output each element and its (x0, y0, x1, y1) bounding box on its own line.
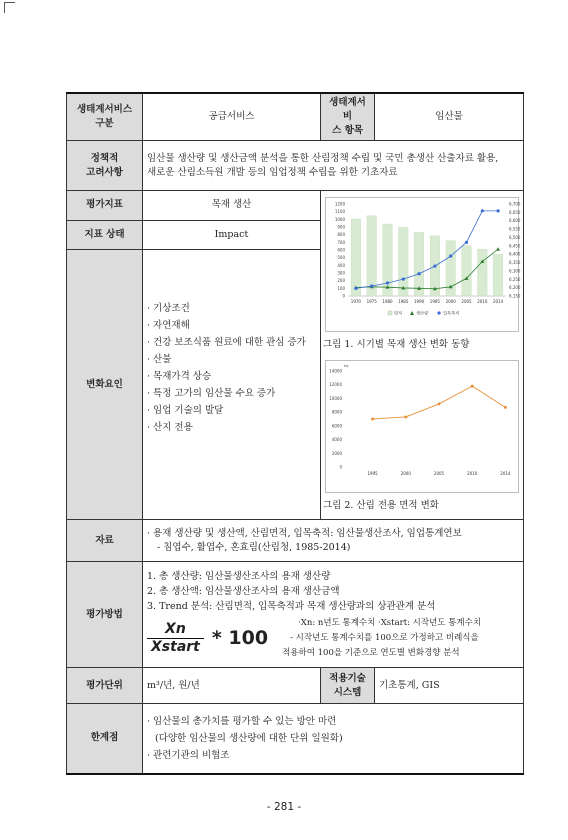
y-tick-label: 1000 (334, 216, 345, 222)
factor-item: · 산불 (147, 354, 172, 366)
change-factors-list (143, 250, 321, 520)
row-unit (67, 668, 524, 704)
tech-value: 기초통계, GIS (375, 668, 524, 704)
row-data (67, 520, 524, 562)
data-line: · 용재 생산량 및 생산액, 산림면적, 입목축적: 임산물생산조사, 임업통계연보 (147, 527, 462, 539)
y-tick-label: 0 (342, 293, 345, 299)
x-tick-label: 1995 (367, 471, 378, 476)
x-tick-label: 1980 (382, 299, 393, 304)
figure1-caption: 그림 1. 시기별 목재 생산 변화 동향 (323, 339, 470, 350)
point-stock (481, 209, 484, 212)
legend-swatch-stock (437, 311, 440, 314)
legend-swatch-area (388, 311, 392, 315)
x-tick-label: 2005 (461, 299, 472, 304)
y-tick-label: 2000 (331, 450, 342, 456)
y-tick-label: 4000 (331, 437, 342, 443)
y2-tick-label: 6,450 (509, 243, 521, 249)
y-tick-label: 14000 (329, 368, 342, 374)
point-stock (418, 272, 421, 275)
formula-note: - 시작년도 통계수치를 100으로 가정하고 비례식을 (290, 632, 479, 643)
crop-mark (4, 2, 15, 13)
x-tick-label: 2014 (500, 471, 511, 476)
factor-item: · 목재가격 상승 (147, 371, 212, 383)
legend-label: 면적 (394, 310, 403, 316)
service-category-label-line: 생태계서비스 (76, 104, 133, 115)
y-tick-label: 700 (337, 239, 345, 245)
point-stock (497, 209, 500, 212)
indicator-label: 평가지표 (67, 191, 143, 221)
policy-line: 임산물 생산량 및 생산금액 분석을 통한 산림정책 수립 및 국민 총생산 산출자료 활용, (147, 152, 499, 164)
unit-value: m³/년, 원/년 (143, 668, 321, 704)
formula-note: ·Xn: n년도 통계수치 ·Xstart: 시작년도 통계수치 (298, 617, 482, 628)
bar-area (493, 254, 502, 296)
y2-tick-label: 6,200 (509, 285, 521, 291)
factor-item: · 기상조건 (147, 303, 190, 315)
figure2-caption: 그림 2. 산림 전용 면적 변화 (323, 500, 439, 511)
bar-area (478, 249, 487, 296)
y-tick-label: 100 (337, 285, 345, 291)
data-point (438, 402, 441, 405)
tech-label-line: 적용기술 (329, 672, 366, 684)
formula-multiplier: * 100 (211, 626, 269, 649)
formula-notes (282, 616, 481, 661)
x-tick-label: 2010 (477, 299, 488, 304)
factor-item: · 건강 보조식품 원료에 대한 관심 증가 (147, 337, 306, 349)
limit-line: · 임산물의 총가치를 평가할 수 있는 방안 마련 (147, 715, 337, 727)
change-factors-label: 변화요인 (67, 250, 143, 520)
row-limits (67, 704, 524, 774)
point-stock (386, 281, 389, 284)
point-production (496, 247, 500, 251)
y-tick-label: 8000 (331, 409, 342, 415)
formula-note: 적용하여 100을 기준으로 연도별 변화경향 분석 (282, 647, 460, 658)
y-tick-label: 10000 (329, 395, 342, 401)
point-stock (354, 287, 357, 290)
x-tick-label: 1975 (366, 299, 377, 304)
y2-tick-label: 6,550 (509, 226, 521, 232)
tech-label (321, 668, 375, 704)
y2-tick-label: 6,250 (509, 276, 521, 282)
series-line-생산량 (356, 249, 498, 288)
y2-tick-label: 6,400 (509, 251, 521, 257)
x-tick-label: 1990 (414, 299, 425, 304)
method-line: 1. 총 생산량: 임산물생산조사의 용재 생산량 (147, 570, 331, 582)
bar-area (399, 227, 408, 296)
y-unit-label: ha (344, 364, 349, 368)
x-tick-label: 2010 (467, 471, 478, 476)
data-point (471, 385, 474, 388)
y-tick-label: 600 (337, 247, 345, 253)
y-tick-label: 200 (337, 278, 345, 284)
y-tick-label: 500 (337, 255, 345, 261)
factor-item: · 자연재해 (147, 320, 190, 332)
limits-label: 한계점 (67, 704, 143, 774)
row-indicator (67, 191, 524, 221)
service-category-label (67, 93, 143, 141)
formula-fraction (147, 621, 204, 656)
bar-area (351, 219, 360, 296)
bar-area (367, 216, 376, 296)
data-point (371, 418, 374, 421)
figures-cell (321, 191, 524, 520)
formula-denominator: Xstart (151, 638, 200, 655)
service-category-label-line: 구분 (95, 118, 114, 129)
figure1-chart (325, 197, 519, 332)
service-item-value: 임산물 (375, 93, 524, 141)
y-tick-label: 0 (339, 464, 342, 470)
y2-tick-label: 6,300 (509, 268, 521, 274)
method-line: 3. Trend 분석: 산림면적, 입목축적과 목재 생산량과의 상관관계 분석 (147, 600, 436, 612)
y-tick-label: 6000 (331, 423, 342, 429)
x-tick-label: 2000 (445, 299, 456, 304)
bar-area (462, 246, 471, 296)
evaluation-table (66, 92, 524, 775)
indicator-state-label: 지표 상태 (67, 220, 143, 250)
data-point (504, 406, 507, 409)
point-stock (433, 265, 436, 268)
row-method (67, 562, 524, 668)
y2-tick-label: 6,150 (509, 293, 521, 299)
index-formula (147, 616, 519, 661)
legend-label: 생산량 (416, 310, 429, 316)
data-text (143, 520, 524, 562)
x-tick-label: 2000 (400, 471, 411, 476)
figure2-chart (325, 360, 519, 493)
method-label: 평가방법 (67, 562, 143, 668)
point-stock (402, 278, 405, 281)
row-service (67, 93, 524, 141)
policy-label (67, 141, 143, 191)
y2-tick-label: 6,500 (509, 234, 521, 240)
limits-text (143, 704, 524, 774)
data-line: - 침엽수, 활엽수, 혼효림(산림청, 1985-2014) (157, 541, 351, 553)
x-tick-label: 2014 (493, 299, 504, 304)
service-item-label-line: 생태계서비 (329, 97, 366, 122)
y-tick-label: 900 (337, 224, 345, 230)
method-text (143, 562, 524, 668)
y2-tick-label: 6,350 (509, 260, 521, 266)
y-tick-label: 800 (337, 232, 345, 238)
formula-numerator: Xn (147, 621, 204, 639)
factor-item: · 임업 기술의 발달 (147, 405, 224, 417)
x-tick-label: 2005 (433, 471, 445, 476)
indicator-state-value: Impact (143, 220, 321, 250)
limit-line: · 관련기관의 비협조 (147, 749, 230, 761)
policy-label-line: 정책적 (90, 152, 119, 164)
indicator-value: 목재 생산 (143, 191, 321, 221)
point-stock (465, 241, 468, 244)
factor-item: · 특정 고가의 임산물 수요 증가 (147, 388, 276, 400)
series-line-입목축적 (356, 211, 498, 288)
tech-label-line: 시스템 (333, 686, 362, 698)
legend-label: 입목축적 (443, 310, 460, 316)
limit-line: (다양한 임산물의 생산량에 대한 단위 일원화) (155, 732, 343, 744)
x-tick-label: 1970 (350, 299, 361, 304)
method-line: 2. 총 생산액: 임산물생산조사의 용재 생산금액 (147, 585, 340, 597)
x-tick-label: 1985 (398, 299, 409, 304)
service-category-value: 공급서비스 (143, 93, 321, 141)
y-tick-label: 1200 (334, 201, 345, 207)
service-item-label (321, 93, 375, 141)
page-number: - 281 - (266, 801, 302, 813)
y2-tick-label: 6,700 (509, 201, 521, 207)
row-policy (67, 141, 524, 191)
service-item-label-line: 스 항목 (332, 125, 363, 136)
y2-tick-label: 6,650 (509, 209, 521, 215)
x-tick-label: 1995 (429, 299, 440, 304)
y-tick-label: 1100 (334, 209, 345, 215)
legend-swatch-production (410, 311, 414, 315)
y-tick-label: 12000 (329, 382, 342, 388)
policy-text (143, 141, 524, 191)
point-stock (370, 284, 373, 287)
factor-item: · 산지 전용 (147, 422, 193, 434)
point-stock (449, 255, 452, 258)
unit-label: 평가단위 (67, 668, 143, 704)
policy-line: 새로운 산림소득원 개발 등의 임업정책 수립을 위한 기초자료 (147, 166, 398, 178)
y-tick-label: 300 (337, 270, 345, 276)
data-point (404, 415, 407, 418)
y-tick-label: 400 (337, 262, 345, 268)
policy-label-line: 고려사항 (86, 166, 123, 178)
data-label: 자료 (67, 520, 143, 562)
y2-tick-label: 6,600 (509, 218, 521, 224)
